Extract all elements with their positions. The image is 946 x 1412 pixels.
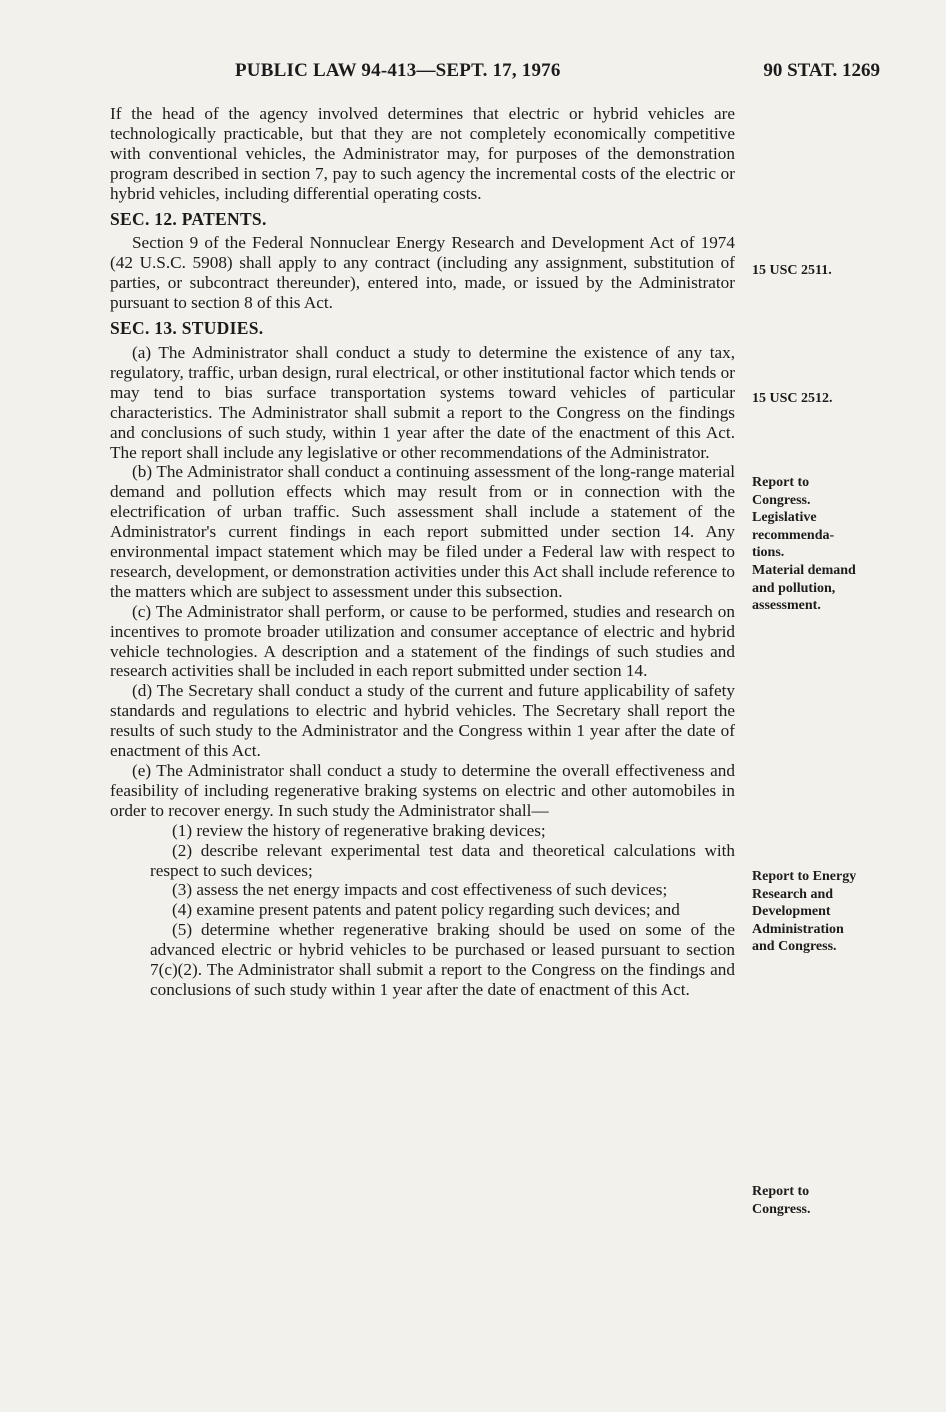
stat-page-number: 90 STAT. 1269 <box>763 60 880 81</box>
margin-note-line: Congress. <box>752 1201 811 1217</box>
list-item: (1) review the history of regenerative braking devices; <box>172 820 546 840</box>
margin-note-line: Material demand <box>752 563 856 578</box>
margin-note-line: tions. <box>752 545 785 560</box>
law-citation: PUBLIC LAW 94-413—SEPT. 17, 1976 <box>235 60 561 81</box>
margin-note-line: Research and <box>752 886 834 902</box>
margin-note-line: and pollution, <box>752 580 836 596</box>
margin-note-line: Congress. <box>752 492 811 508</box>
margin-note-line: assessment. <box>752 598 821 613</box>
list-item: (5) determine whether regenerative braking should be used on some of the advanced electric or hybrid vehicles to be purchased or leased pursuant to section 7(c)(2). The Administrator shall submit a report to the Congress on the findings and conclusions of such study within 1 year after the date of enactment of this Act. <box>150 920 735 999</box>
margin-note-line: Administration <box>752 921 844 937</box>
margin-note-line: recommenda- <box>752 527 835 543</box>
sec12-paragraph: Section 9 of the Federal Nonnuclear Energy Research and Development Act of 1974 (42 U.S.C. 5908) shall apply to any contract (including any assignment, substitution of parties, or subcontract thereunder), entered into, made, or issued by the Administrator pursuant to section 8 of this Act. <box>110 233 735 313</box>
margin-note-line: Report to <box>752 1184 810 1199</box>
margin-note-line: Legislative <box>752 510 817 525</box>
margin-note-report-congress-e <box>752 1183 882 1218</box>
list-item: (2) describe relevant experimental test data and theoretical calculations with respect to such devices; <box>150 840 735 880</box>
margin-note-line: Development <box>752 904 831 919</box>
margin-note-usc-2512: 15 USC 2512. <box>752 391 833 406</box>
sec13-d-paragraph: (d) The Secretary shall conduct a study of the current and future applicability of safety standards and regulations to electric and hybrid vehicles. The Secretary shall report the results of such study to the Administrator and the Congress within 1 year after the date of enactment of this Act. <box>110 681 735 761</box>
margin-note-line: and Congress. <box>752 939 837 954</box>
margin-note-material-demand <box>752 562 882 615</box>
sec13-b-paragraph: (b) The Administrator shall conduct a continuing assessment of the long-range material demand and pollution effects which may result from or in connection with the electrification of urban traffic. Such assessment shall include a statement of the Administrator's current findings in each report submitted under section 14. Any environmental impact statement which may be filed under a Federal law with respect to research, development, or demonstration activities under this Act shall include reference to the matters which are subject to assessment under this subsection. <box>110 462 735 601</box>
margin-note-report-energy <box>752 868 882 956</box>
sec13-c-paragraph: (c) The Administrator shall perform, or cause to be performed, studies and research on incentives to promote broader utilization and consumer acceptance of electric and hybrid vehicle technologies. A description and a statement of the findings of such studies and research activities shall be included in each report submitted under section 14. <box>110 601 735 681</box>
margin-note-line: Report to Energy <box>752 869 857 884</box>
margin-note-line: Report to <box>752 475 810 490</box>
sec12-heading: SEC. 12. PATENTS. <box>110 208 267 229</box>
intro-paragraph: If the head of the agency involved determines that electric or hybrid vehicles are technologically practicable, but that they are not completely economically competitive with conventional vehicles, the Administrator may, for purposes of the demonstration program described in section 7, pay to such agency the incremental costs of the electric or hybrid vehicles, including differential operating costs. <box>110 104 735 203</box>
page-header <box>110 60 880 84</box>
sec13-a-paragraph: (a) The Administrator shall conduct a study to determine the existence of any tax, regulatory, traffic, urban design, rural electrical, or other institutional factor which tends or may tend to bias surface transportation systems toward vehicles of particular characteristics. The Administrator shall submit a report to the Congress on the findings and conclusions of such study, within 1 year after the date of the enactment of this Act. The report shall include any legislative or other recommendations of the Administrator. <box>110 342 735 462</box>
main-text <box>110 104 735 1000</box>
sec13-e-paragraph: (e) The Administrator shall conduct a study to determine the overall effectiveness and feasibility of including regenerative braking systems on electric and other automobiles in order to recover energy. In such study the Administrator shall— <box>110 761 735 820</box>
list-item: (4) examine present patents and patent policy regarding such devices; and <box>172 900 680 920</box>
margin-note-usc-2511: 15 USC 2511. <box>752 263 832 278</box>
sec13-heading: SEC. 13. STUDIES. <box>110 318 264 339</box>
list-item: (3) assess the net energy impacts and cost effectiveness of such devices; <box>172 880 668 900</box>
margin-note-report-congress <box>752 474 882 562</box>
